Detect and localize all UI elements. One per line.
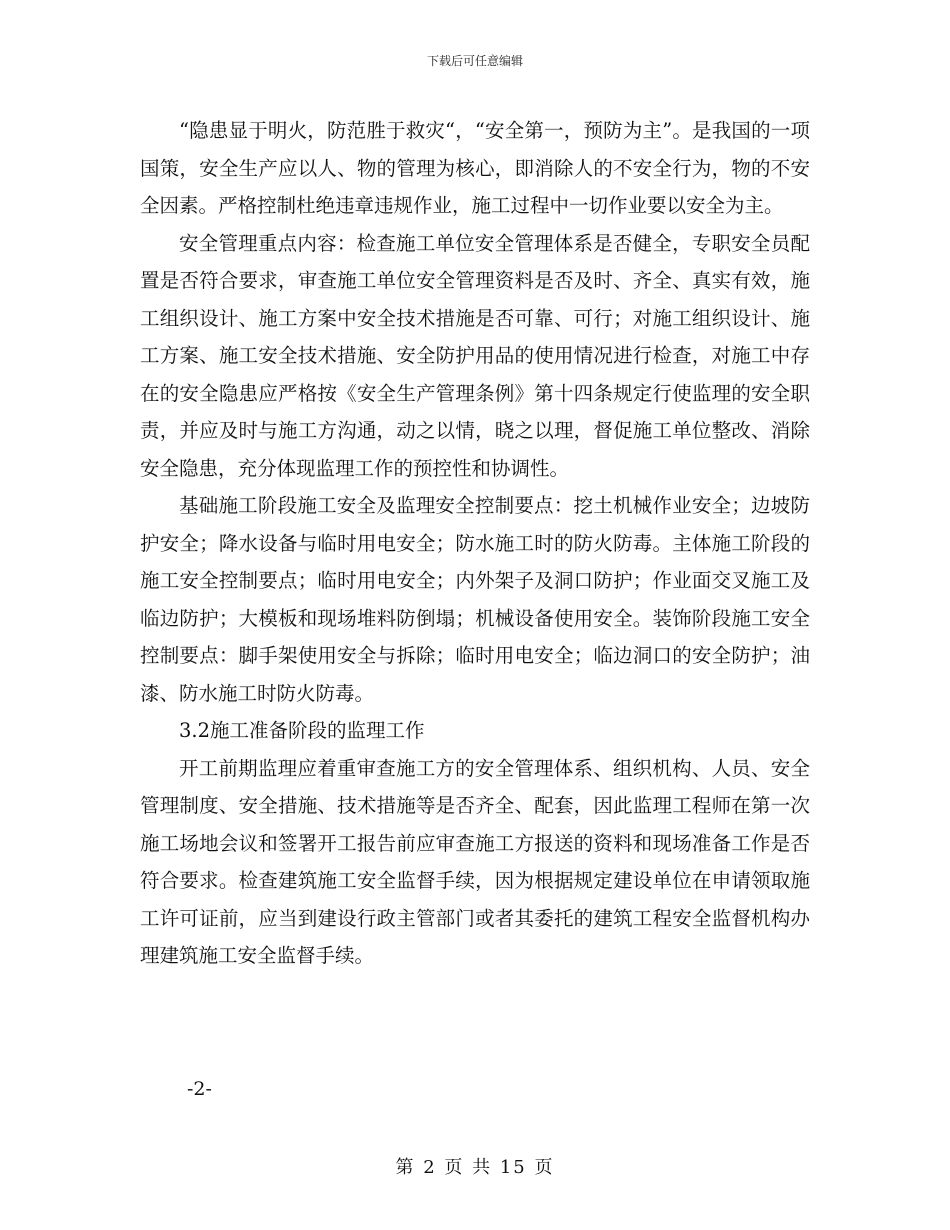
document-body: [140, 112, 810, 975]
page-header: 下载后可任意编辑: [426, 54, 523, 68]
paragraph-safety-policy: “隐患显于明火，防范胜于救灾“，“安全第一，预防为主”。是我国的一项国策，安全生产应以人、物的管理为核心，即消除人的不安全行为，物的不安全因素。严格控制杜绝违章违规作业，施工过程中一切作业要以安全为主。: [140, 119, 810, 217]
page-marker: -2-: [187, 1078, 212, 1100]
paragraph-control-points: 基础施工阶段施工安全及监理安全控制要点：挖土机械作业安全；边坡防护安全；降水设备与临时用电安全；防水施工时的防火防毒。主体施工阶段的施工安全控制要点；临时用电安全；内外架子及洞口防护；作业面交叉施工及临边防护；大模板和现场堆料防倒塌；机械设备使用安全。装饰阶段施工安全控制要点：脚手架使用安全与拆除；临时用电安全；临边洞口的安全防护；油漆、防水施工时防火防毒。: [140, 494, 810, 705]
paragraph-safety-management: 安全管理重点内容：检查施工单位安全管理体系是否健全，专职安全员配置是否符合要求，审查施工单位安全管理资料是否及时、齐全、真实有效，施工组织设计、施工方案中安全技术措施是否可靠、可行；对施工组织设计、施工方案、施工安全技术措施、安全防护用品的使用情况进行检查，对施工中存在的安全隐患应严格按《安全生产管理条例》第十四条规定行使监理的安全职责，并应及时与施工方沟通，动之以情，晓之以理，督促施工单位整改、消除安全隐患，充分体现监理工作的预控性和协调性。: [140, 231, 810, 480]
section-heading-3-2: 3.2施工准备阶段的监理工作: [179, 719, 425, 742]
page-footer: 第 2 页 共 15 页: [395, 1157, 555, 1178]
paragraph-preparation-stage: 开工前期监理应着重审查施工方的安全管理体系、组织机构、人员、安全管理制度、安全措施、技术措施等是否齐全、配套，因此监理工程师在第一次施工场地会议和签署开工报告前应审查施工方报送的资料和现场准备工作是否符合要求。检查建筑施工安全监督手续，因为根据规定建设单位在申请领取施工许可证前，应当到建设行政主管部门或者其委托的建筑工程安全监督机构办理建筑施工安全监督手续。: [140, 756, 810, 967]
